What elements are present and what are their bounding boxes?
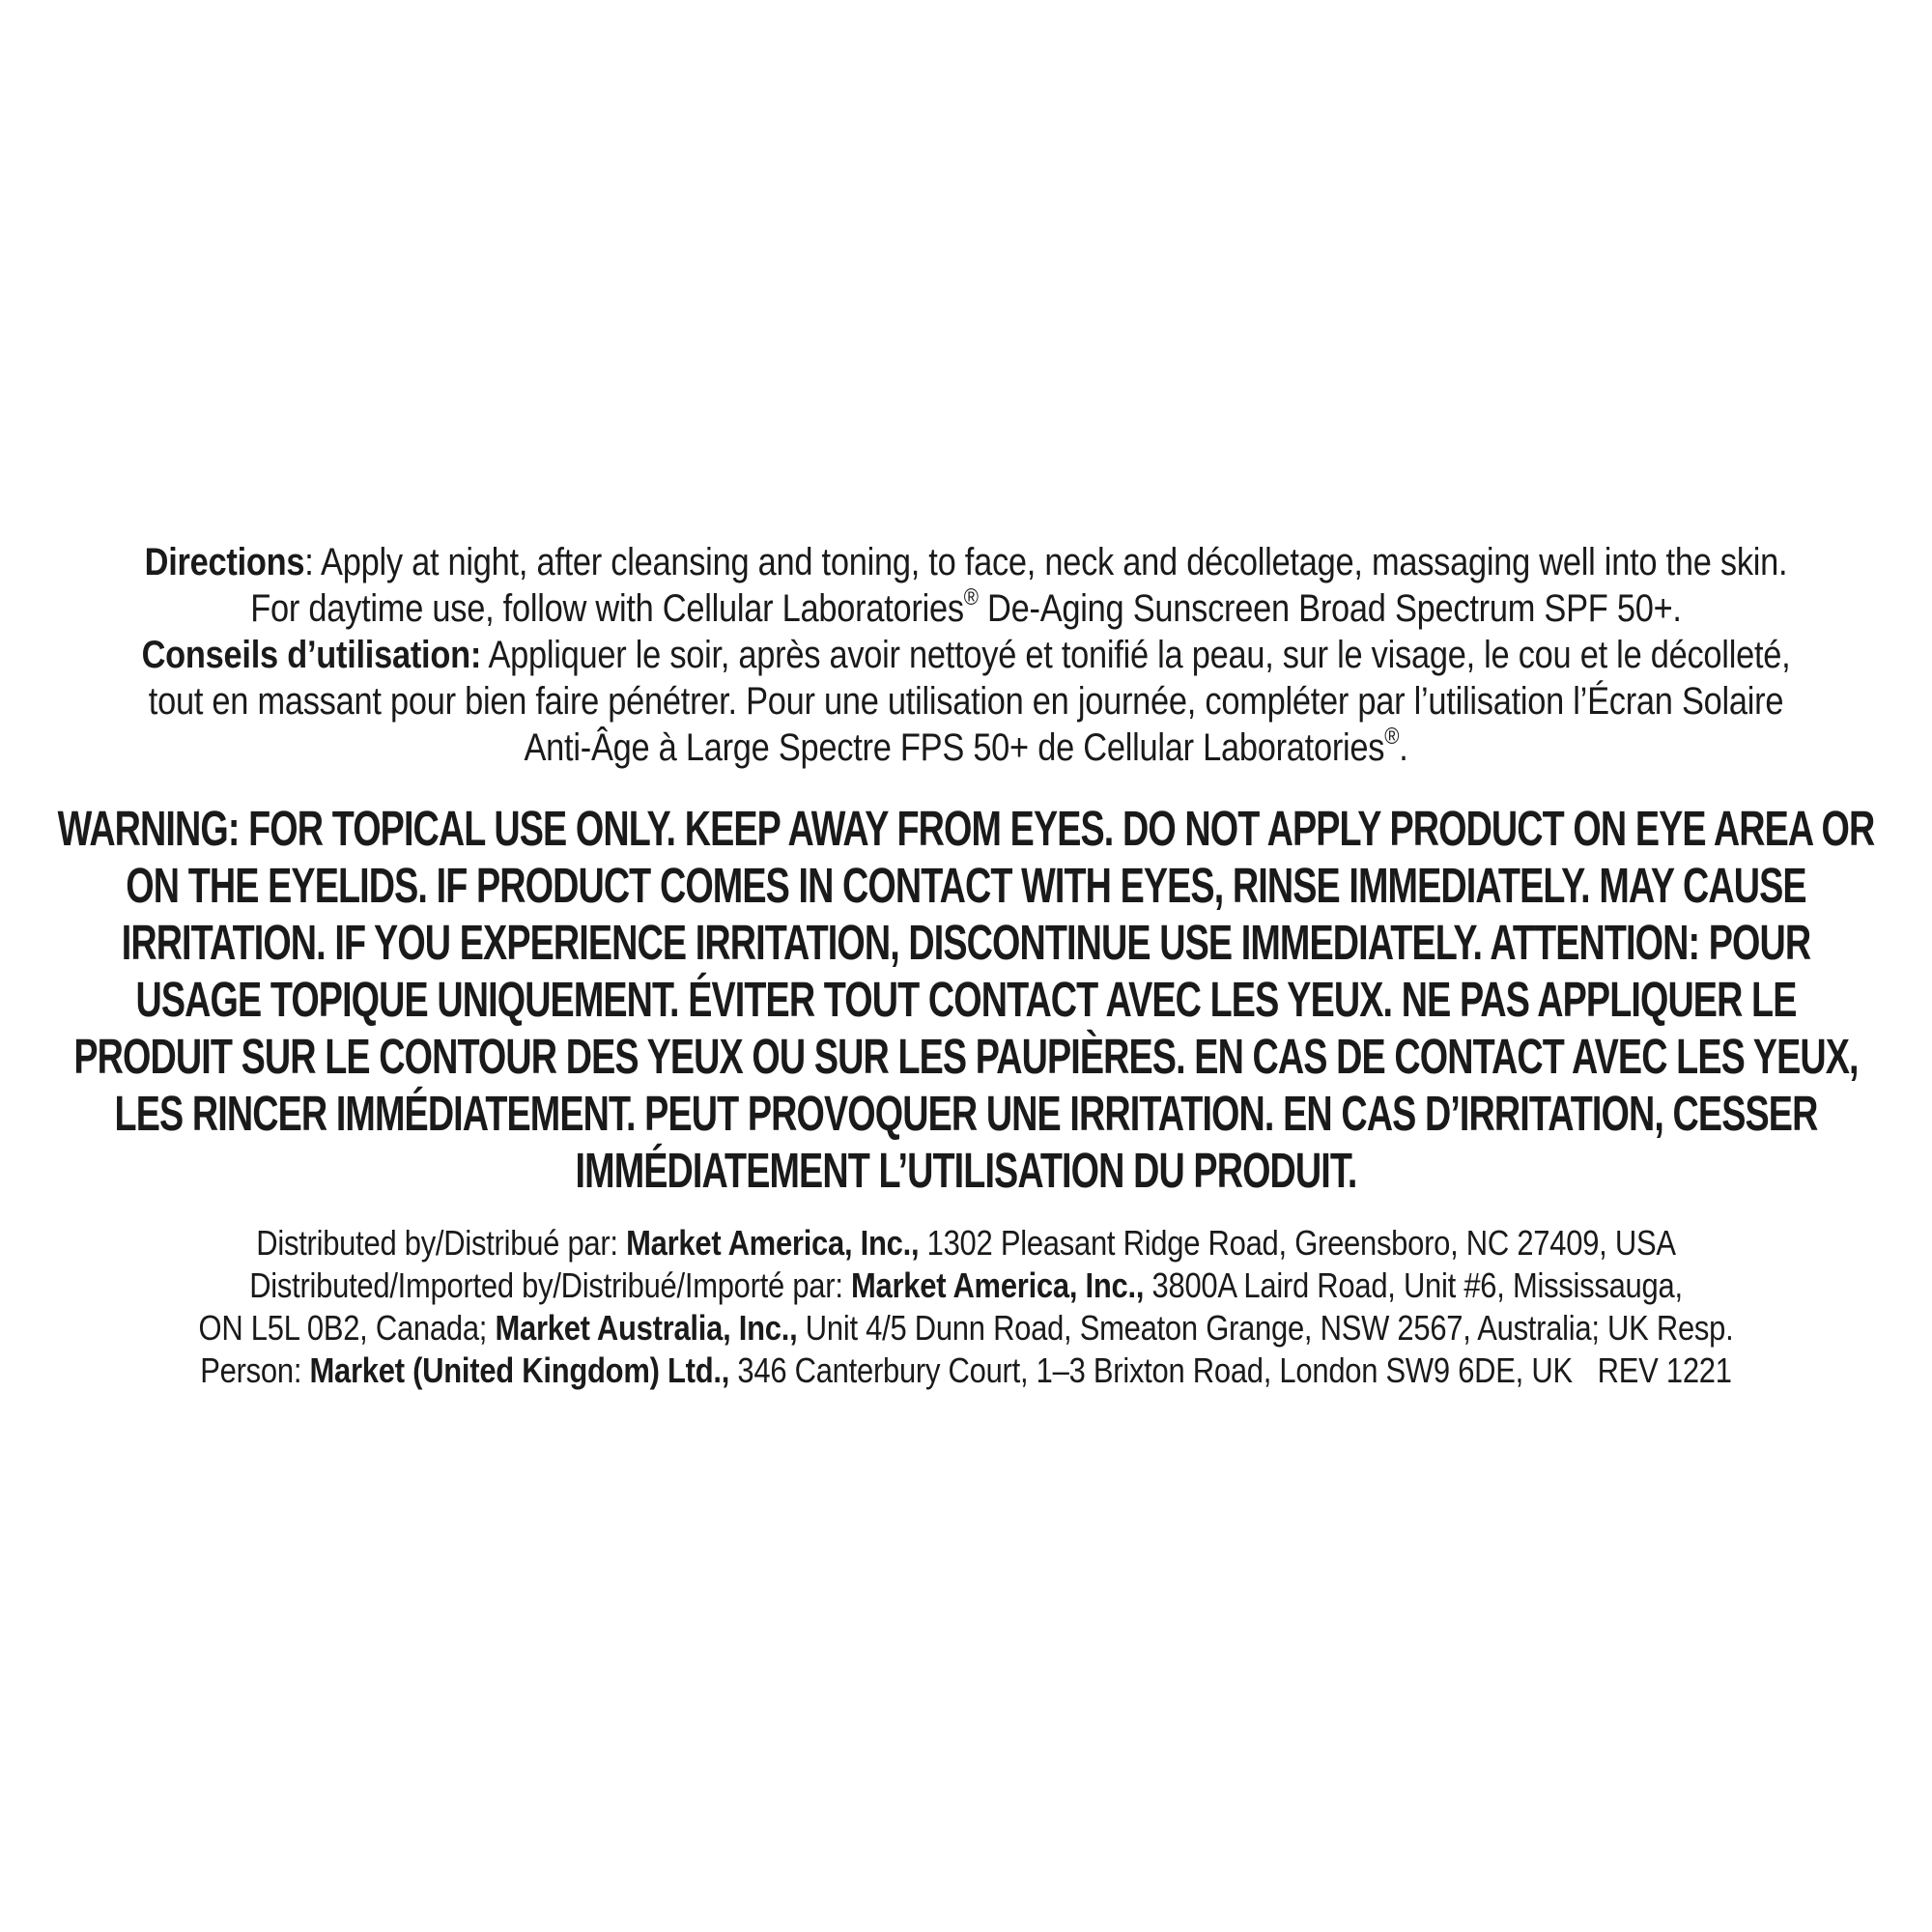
warning-heading: WARNING: (57, 801, 240, 856)
conseils-text-3b: . (1399, 726, 1408, 769)
conseils-heading: Conseils d’utilisation: (141, 634, 482, 676)
warning-line-7: IMMÉDIATEMENT L’UTILISATION DU PRODUIT. (575, 1143, 1357, 1198)
distribution-label-us: Distributed by/Distribué par: (256, 1223, 627, 1263)
directions-fr-line-2: tout en massant pour bien faire pénétrer. Pour une utilisation en journée, compléter par l’utilisation l’Écran Solaire (148, 680, 1784, 723)
directions-fr-line-1 (142, 632, 1791, 678)
directions-en-line-1 (142, 539, 1791, 585)
company-ca: Market America, Inc., (851, 1265, 1145, 1305)
company-uk: Market (United Kingdom) Ltd., (309, 1350, 730, 1390)
directions-block (142, 539, 1791, 771)
distribution-label-ca: Distributed/Imported by/Distribué/Importé par: (249, 1265, 852, 1305)
address-uk: 346 Canterbury Court, 1–3 Brixton Road, London SW9 6DE, UK (729, 1350, 1573, 1390)
address-ca-postal: ON L5L 0B2, Canada; (198, 1308, 496, 1348)
warning-line-5: PRODUIT SUR LE CONTOUR DES YEUX OU SUR LES PAUPIÈRES. EN CAS DE CONTACT AVEC LES YEUX, (73, 1029, 1859, 1084)
uk-person-label: Person: (200, 1350, 310, 1390)
warning-text-3b: POUR (1699, 915, 1811, 970)
directions-text-1: : Apply at night, after cleansing and toning, to face, neck and décolletage, massaging well into the skin. (304, 541, 1788, 583)
warning-line-2: ON THE EYELIDS. IF PRODUCT COMES IN CONTACT WITH EYES, RINSE IMMEDIATELY. MAY CAUSE (126, 858, 1806, 913)
company-au: Market Australia, Inc., (495, 1308, 798, 1348)
distribution-line-3 (199, 1307, 1734, 1350)
directions-heading: Directions (144, 541, 305, 583)
address-ca: 3800A Laird Road, Unit #6, Mississauga, (1144, 1265, 1683, 1305)
warning-line-4: USAGE TOPIQUE UNIQUEMENT. ÉVITER TOUT CONTACT AVEC LES YEUX. NE PAS APPLIQUER LE (135, 972, 1797, 1027)
warning-line-1 (58, 800, 1875, 857)
address-au: Unit 4/5 Dunn Road, Smeaton Grange, NSW 2567, Australia; UK Resp. (797, 1308, 1734, 1348)
conseils-text-1: Appliquer le soir, après avoir nettoyé et tonifié la peau, sur le visage, le cou et le décolleté, (481, 634, 1791, 676)
distribution-line-1 (199, 1222, 1734, 1264)
distribution-line-2 (199, 1264, 1734, 1307)
directions-en-line-2 (142, 585, 1791, 632)
attention-heading: ATTENTION: (1490, 915, 1700, 970)
warning-text-1: FOR TOPICAL USE ONLY. KEEP AWAY FROM EYES. DO NOT APPLY PRODUCT ON EYE AREA OR (239, 801, 1875, 856)
address-us: 1302 Pleasant Ridge Road, Greensboro, NC 27409, USA (919, 1223, 1676, 1263)
registered-mark: ® (963, 584, 979, 611)
warning-line-3 (58, 914, 1875, 971)
conseils-text-3a: Anti-Âge à Large Spectre FPS 50+ de Cellular Laboratories (524, 726, 1385, 769)
warning-block (58, 800, 1875, 1199)
revision-code: REV 1221 (1597, 1350, 1732, 1390)
directions-text-2a: For daytime use, follow with Cellular Laboratories (250, 587, 964, 630)
warning-text-3a: IRRITATION. IF YOU EXPERIENCE IRRITATION, DISCONTINUE USE IMMEDIATELY. (121, 915, 1491, 970)
distribution-line-4 (199, 1350, 1734, 1392)
warning-line-6: LES RINCER IMMÉDIATEMENT. PEUT PROVOQUER UNE IRRITATION. EN CAS D’IRRITATION, CESSER (114, 1086, 1818, 1141)
directions-fr-line-3 (142, 724, 1791, 771)
company-us: Market America, Inc., (626, 1223, 920, 1263)
registered-mark: ® (1384, 724, 1400, 751)
directions-text-2b: De-Aging Sunscreen Broad Spectrum SPF 50+. (978, 587, 1682, 630)
distribution-block (199, 1222, 1734, 1392)
